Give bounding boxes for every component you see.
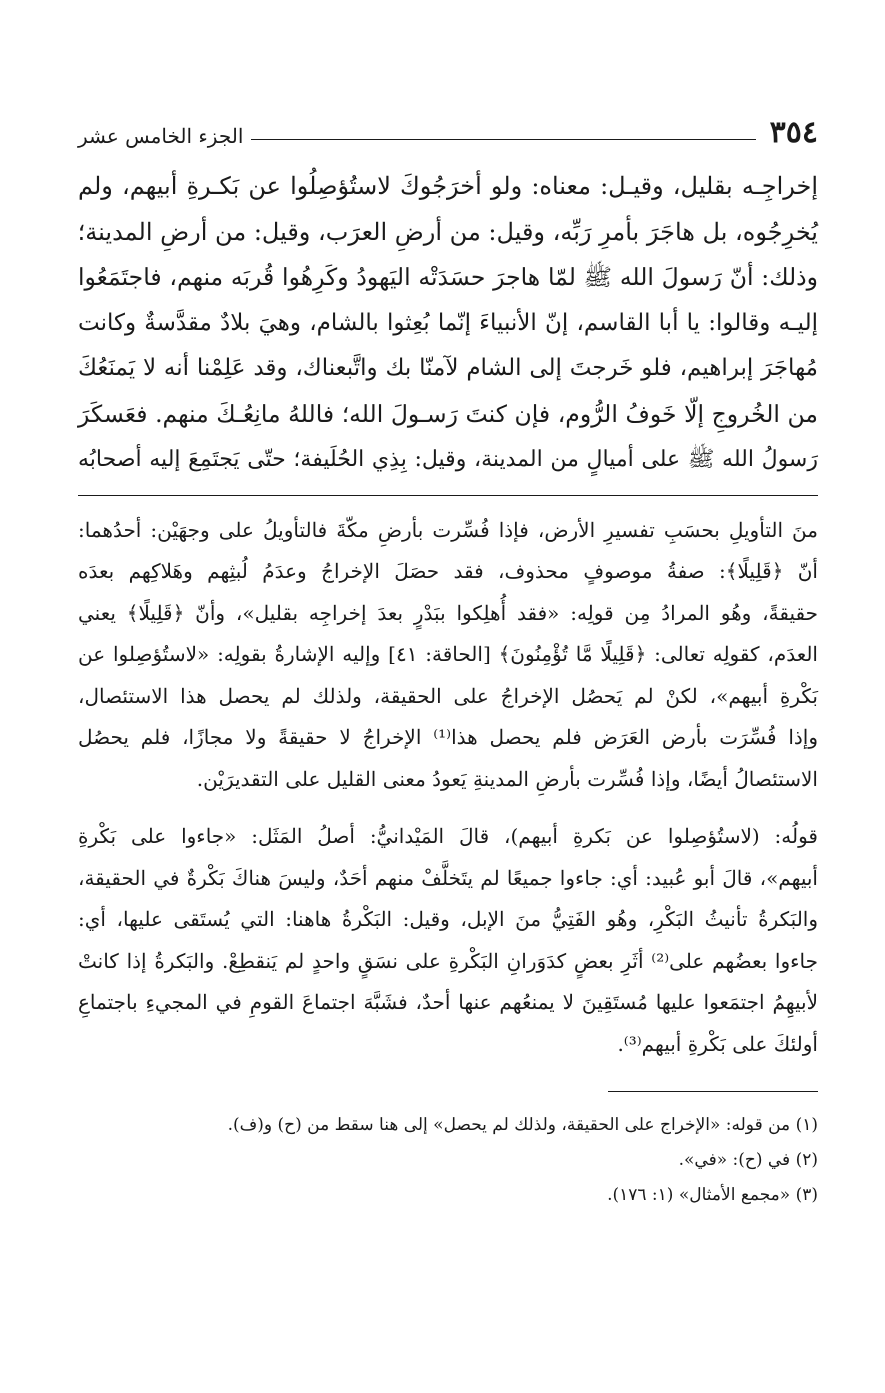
- main-text-line: من الخُروجِ إلّا خَوفُ الرُّوم، فإن كنتَ رَسـولَ الله؛ فاللهُ مانِعُـكَ منهم. فعَسكَرَ: [78, 399, 818, 428]
- commentary-line: منَ التأويلِ بحسَبِ تفسيرِ الأرض، فإذا فُسِّرت بأرضِ مكّةَ فالتأويلُ على وجهَيْن: أحدُهما:: [78, 517, 818, 542]
- commentary-line: العدَم، كقولِه تعالى: ﴿قَلِيلًا مَّا تُؤْمِنُونَ﴾ [الحاقة: ٤١] وإليه الإشارةُ بقولِه: «لاستُؤصِلوا عن: [78, 642, 818, 666]
- commentary-line: أبيهم»، قالَ أبو عُبيد: أي: جاءوا جميعًا لم يتَخلَّفْ منهم أحَدٌ، وليسَ هناكَ بَكْرةٌ في الحقيقة،: [78, 865, 818, 890]
- header-rule: [251, 139, 755, 140]
- main-text-line: إخراجِـه بقليل، وقيـل: معناه: ولو أخرَجُوكَ لاستُؤصِلُوا عن بَكـرةِ أبيهم، ولم: [78, 172, 818, 200]
- page-header: [78, 104, 818, 148]
- main-text: [78, 164, 818, 483]
- footnote-rule: [608, 1091, 818, 1092]
- footnote-2: (٢) في (ح): «في».: [678, 1150, 818, 1170]
- footnote-3: (٣) «مجمع الأمثال» (١: ١٧٦).: [607, 1185, 818, 1205]
- footnote-1: (١) من قوله: «الإخراج على الحقيقة، ولذلك لم يحصل» إلى هنا سقط من (ح) و(ف).: [227, 1115, 818, 1135]
- main-text-line: يُخرِجُوه، بل هاجَرَ بأمرِ رَبِّه، وقيل: من أرضِ العرَب، وقيل: من أرضِ المدينة؛: [77, 217, 818, 246]
- main-text-line: وذلك: أنّ رَسولَ الله ﷺ لمّا هاجرَ حسَدَتْه اليَهودُ وكَرِهُوا قُربَه منهم، فاجتَمَعُوا: [78, 263, 818, 291]
- main-text-line: رَسولُ الله ﷺ على أميالٍ من المدينة، وقيل: بِذِي الحُلَيفة؛ حتّى يَجتَمِعَ إليه أصحابُه: [78, 447, 818, 472]
- main-text-line: إليـه وقالوا: يا أبا القاسم، إنّ الأنبياءَ إنّما بُعِثوا بالشام، وهيَ بلادٌ مقدَّسةٌ وكانت: [78, 309, 818, 336]
- commentary-line: حقيقةً، وهُو المرادُ مِن قولِه: «فقد أُهلِكوا ببَدْرٍ بعدَ إخراجِه بقليل»، وأنّ ﴿قَلِيلًا﴾ يعني: [78, 600, 818, 625]
- running-title: الجزء الخامس عشر: [78, 124, 244, 148]
- main-text-line: مُهاجَرَ إبراهيم، فلو خَرجتَ إلى الشام لآمنّا بك واتَّبعناك، وقد عَلِمْنا أنه لا يَمنَعُكَ: [78, 355, 818, 381]
- commentary-line: أولئكَ على بَكْرةِ أبيهم⁽³⁾.: [617, 1031, 818, 1056]
- commentary-line: أنّ ﴿قَلِيلًا﴾: صفةُ موصوفٍ محذوف، فقد حصَلَ الإخراجُ وعدَمُ لُبثِهم وهَلاكِهم بعدَه: [78, 559, 818, 583]
- commentary-line: لأبيهِمُ اجتمَعوا عليها مُستَقِينَ لا يمنعُهم عنها أحدٌ، فشَبَّهَ اجتماعَ القومِ في المجيءِ باجتماعِ: [78, 990, 818, 1014]
- commentary-line: الاستئصالُ أيضًا، وإذا فُسِّرت بأرضِ المدينةِ يَعودُ معنى القليل على التقديرَيْن.: [196, 766, 818, 791]
- footnotes: [78, 1108, 818, 1213]
- commentary-paragraph-2: [78, 816, 818, 1065]
- commentary-line: قولُه: (لاستُؤصِلوا عن بَكرةِ أبيهم)، قالَ المَيْدانيُّ: أصلُ المَثَل: «جاءوا على بَكْرةِ: [78, 824, 818, 848]
- text-separator: [78, 495, 818, 496]
- commentary-paragraph-1: [78, 510, 818, 801]
- commentary-line: بَكْرةِ أبيهم»، لكنْ لم يَحصُل الإخراجُ على الحقيقة، ولذلك لم يحصل هذا الاستئصال،: [78, 683, 818, 708]
- book-page: [78, 104, 818, 1213]
- commentary-line: والبَكرةُ تأنيثُ البَكْرِ، وهُو الفَتِيُّ منَ الإبل، وقيل: البَكْرةُ هاهنا: التي يُستَقى عليها، أي:: [78, 907, 818, 931]
- commentary-line: جاءوا بعضُهم على⁽²⁾ أثَرِ بعضٍ كدَوَرانِ البَكْرةِ على نسَقٍ واحدٍ لم يَنقطِعْ. والبَكرةُ إذا كانتْ: [78, 948, 819, 973]
- commentary-line: وإذا فُسِّرَت بأرض العَرَض فلم يحصل هذا⁽¹⁾ الإخراجُ لا حقيقةً ولا مجازًا، فلم يحصُل: [78, 725, 818, 749]
- page-number: ٣٥٤: [769, 115, 818, 150]
- commentary: [78, 510, 818, 1066]
